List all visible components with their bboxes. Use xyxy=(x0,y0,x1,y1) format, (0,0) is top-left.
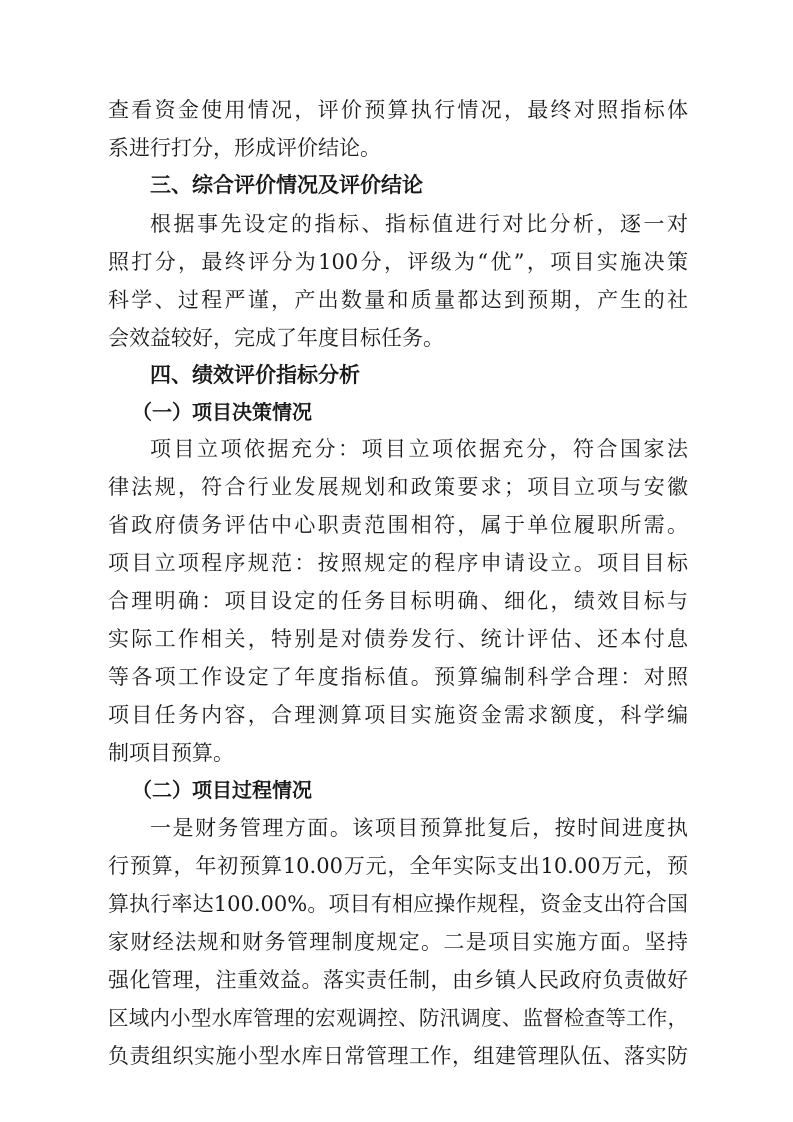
paragraph-line: 合理明确：项目设定的任务目标明确、细化，绩效目标与 xyxy=(108,589,688,613)
section-heading-3: 三、综合评价情况及评价结论 xyxy=(150,173,423,197)
paragraph-line: 会效益较好，完成了年度目标任务。 xyxy=(108,326,444,350)
paragraph-line: 根据事先设定的指标、指标值进行对比分析，逐一对 xyxy=(150,212,688,236)
paragraph-line: 省政府债务评估中心职责范围相符，属于单位履职所需。 xyxy=(108,513,688,537)
paragraph-line: 算执行率达100.00%。项目有相应操作规程，资金支出符合国 xyxy=(108,892,688,916)
paragraph-line: 项目立项依据充分：项目立项依据充分，符合国家法 xyxy=(150,437,688,461)
paragraph-line: 项目任务内容，合理测算项目实施资金需求额度，科学编 xyxy=(108,703,688,727)
paragraph-line: 科学、过程严谨，产出数量和质量都达到预期，产生的社 xyxy=(108,288,688,312)
paragraph-line: 负责组织实施小型水库日常管理工作，组建管理队伍、落实防 xyxy=(108,1044,688,1068)
paragraph-line: 项目立项程序规范：按照规定的程序申请设立。项目目标 xyxy=(108,551,688,575)
paragraph-line: 等各项工作设定了年度指标值。预算编制科学合理：对照 xyxy=(108,665,688,689)
paragraph-line: 制项目预算。 xyxy=(108,741,234,765)
paragraph-line: 家财经法规和财务管理制度规定。二是项目实施方面。坚持 xyxy=(108,930,688,954)
section-heading-4: 四、绩效评价指标分析 xyxy=(150,363,360,387)
subsection-heading-2: （二）项目过程情况 xyxy=(132,778,312,802)
paragraph-line: 行预算，年初预算10.00万元，全年实际支出10.00万元，预 xyxy=(108,854,688,878)
paragraph-line: 系进行打分，形成评价结论。 xyxy=(108,136,381,160)
paragraph-line: 区域内小型水库管理的宏观调控、防汛调度、监督检查等工作， xyxy=(108,1006,688,1030)
paragraph-line: 实际工作相关，特别是对债券发行、统计评估、还本付息 xyxy=(108,627,688,651)
paragraph-line: 查看资金使用情况，评价预算执行情况，最终对照指标体 xyxy=(108,98,688,122)
paragraph-line: 一是财务管理方面。该项目预算批复后，按时间进度执 xyxy=(150,816,688,840)
paragraph-line: 强化管理，注重效益。落实责任制，由乡镇人民政府负责做好 xyxy=(108,968,688,992)
paragraph-line: 律法规，符合行业发展规划和政策要求；项目立项与安徽 xyxy=(108,475,688,499)
subsection-heading-1: （一）项目决策情况 xyxy=(132,400,312,424)
paragraph-line: 照打分，最终评分为100分，评级为“优”，项目实施决策 xyxy=(108,250,688,274)
